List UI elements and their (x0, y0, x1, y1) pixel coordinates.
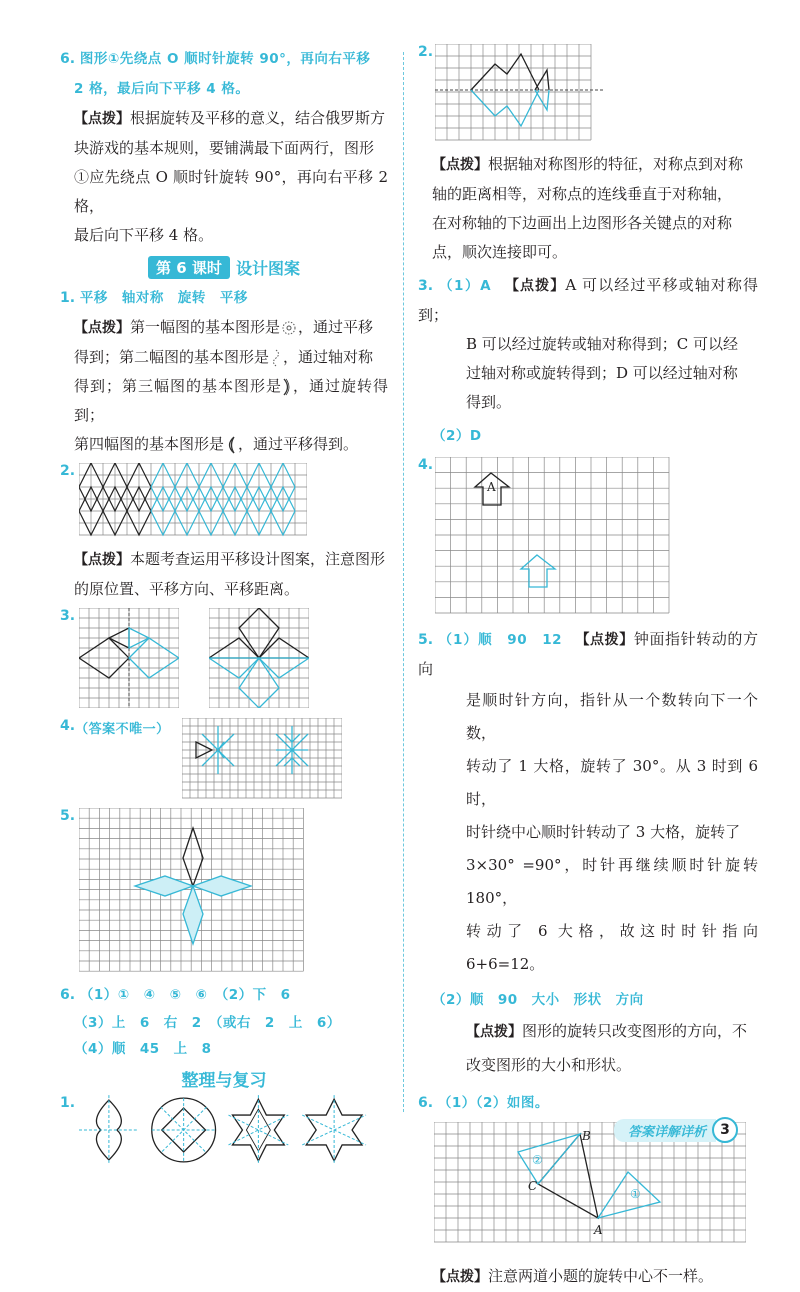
r-q5-tip-5: 3×30° =90°，时针再继续顺时针旋转 180°， (466, 856, 758, 907)
l3-symmetry-grid-1 (79, 608, 179, 708)
r-q6-answer: （1）（2）如图。 (437, 1095, 549, 1111)
r-q2-symmetry-grid (435, 44, 603, 144)
r-q4-block (418, 457, 758, 615)
l1-tip-2: 得到；第二幅图的基本图形是 (74, 348, 270, 366)
r-q5-answer2: （2）顺 90 大小 形状 方向 (432, 992, 644, 1008)
l2-tip-label: 【点拨】 (74, 552, 130, 568)
page-number: 3 (712, 1117, 738, 1143)
l4-block (60, 718, 388, 804)
r-q6-tip-1: 注意两道小题的旋转中心不一样。 (488, 1267, 714, 1285)
r-q6-label-c: C (528, 1179, 538, 1193)
l1-tip-1b: ，通过平移 (298, 318, 374, 336)
l6-block (60, 980, 388, 1062)
l2-tip-1: 本题考查运用平移设计图案，注意图形 (130, 550, 386, 568)
column-divider (403, 52, 404, 1112)
r-q6-label-a: A (594, 1223, 603, 1237)
r-q4-translation-grid (435, 457, 671, 615)
r-q6-label-b: B (582, 1129, 591, 1143)
l1-block (60, 283, 388, 459)
r-q4-label-a: A (487, 480, 496, 494)
l1-answer: 平移 轴对称 旋转 平移 (79, 290, 248, 306)
r-q6-label-1: ① (630, 1187, 641, 1201)
l3-block (60, 608, 388, 708)
r-q2-tip-2: 轴的距离相等，对称点的连线垂直于对称轴， (432, 185, 733, 203)
r-q5b-tip-2: 改变图形的大小和形状。 (466, 1056, 632, 1074)
q6-tip-label: 【点拨】 (74, 111, 130, 127)
r-q2-tip-label: 【点拨】 (432, 157, 488, 173)
r-q3-tip-2: B 可以经过旋转或轴对称得到；C 可以经 (466, 335, 739, 353)
r1-symmetry-figures (79, 1095, 388, 1165)
l3-number: 3. (60, 608, 76, 624)
r-q2-tip-4: 点，顺次连接即可。 (432, 243, 568, 261)
r-q3-tip-4: 得到。 (466, 393, 512, 411)
r-q6-label-2: ② (532, 1153, 543, 1167)
l1-number: 1. (60, 290, 76, 306)
l1-tip-2b: ，通过轴对称 (283, 348, 374, 366)
r-q2-tip-1: 根据轴对称图形的特征，对称点到对称 (488, 155, 744, 173)
l5-number: 5. (60, 808, 76, 824)
l4-note: （答案不唯一） (75, 722, 170, 737)
r1-number: 1. (60, 1095, 76, 1111)
lesson-title (60, 256, 388, 279)
flower-shape-icon (280, 319, 298, 337)
footer-brand-text: 答案详解详析 (614, 1119, 716, 1142)
r1-figure-1 (79, 1095, 139, 1165)
left-column (60, 44, 388, 1165)
q6-answer-line2: 2 格，最后向下平移 4 格。 (74, 81, 250, 97)
r-q5-tip-2: 是顺时针方向，指针从一个数转向下一个数， (466, 691, 758, 742)
r-q2-block (418, 44, 758, 267)
r-q3-block (418, 271, 758, 451)
l1-tip-3b: ，通过旋转得到； (74, 377, 388, 424)
l4-rotation-grid-figure (182, 718, 342, 804)
footer-brand (614, 1117, 738, 1143)
l2-tip-2: 的原位置、平移方向、平移距离。 (74, 580, 300, 598)
r-q6-tip-label: 【点拨】 (432, 1269, 488, 1285)
q6-number: 6. (60, 51, 76, 67)
r1-block (60, 1095, 388, 1165)
r-q5-number: 5. (418, 632, 434, 648)
l6-line2: （3）上 6 右 2 （或右 2 上 6） (74, 1015, 341, 1031)
crescent-shape-icon (224, 435, 238, 455)
l3-symmetry-grid-2 (209, 608, 309, 708)
lesson-badge: 第 6 课时 (148, 256, 230, 279)
q6-tip-4: 最后向下平移 4 格。 (74, 226, 214, 244)
lesson-name: 设计图案 (235, 259, 300, 278)
r-q3-tip-1: A 可以经过平移或轴对称得到； (418, 276, 759, 324)
q6-answer-line1: 图形①先绕点 O 顺时针旋转 90°，再向右平移 (79, 51, 371, 67)
r-q5-answer1: （1）顺 90 12 (438, 632, 563, 648)
l1-tip-1: 第一幅图的基本图形是 (130, 318, 281, 336)
right-column (418, 44, 758, 1292)
r-q5-tip-1: 钟面指针转动的方向 (418, 630, 759, 678)
r-q3-tip-3: 过轴对称或旋转得到；D 可以经过轴对称 (466, 364, 738, 382)
r-q3-answer2: （2）D (432, 428, 482, 444)
r-q5-tip-3: 转动了 1 大格，旋转了 30°。从 3 时到 6 时， (466, 757, 758, 808)
r1-figure-4 (302, 1095, 366, 1165)
l1-tip-4b: ，通过平移得到。 (238, 435, 359, 453)
r1-figure-2 (152, 1098, 216, 1162)
l6-number: 6. (60, 987, 76, 1003)
q6-tip-2: 块游戏的基本规则，要铺满最下面两行，图形 (74, 139, 375, 157)
r-q5-tip-6: 转动了 6 大格，故这时时针指向 6+6=12。 (466, 922, 758, 973)
l2-number: 2. (60, 463, 76, 479)
review-title (60, 1066, 388, 1091)
q6-tip-3: ①应先绕点 O 顺时针旋转 90°，再向右平移 2 格， (74, 168, 388, 215)
l6-line3: （4）顺 45 上 8 (74, 1041, 212, 1057)
l6-line1: （1）① ④ ⑤ ⑥ （2）下 6 (79, 987, 291, 1003)
r-q2-tip-3: 在对称轴的下边画出上边图形各关键点的对称 (432, 214, 733, 232)
r-q5-tip-label: 【点拨】 (575, 632, 634, 648)
r-q5b-tip-1: 图形的旋转只改变图形的方向，不 (522, 1022, 748, 1040)
l1-tip-4: 第四幅图的基本图形是 (74, 435, 225, 453)
l1-tip-3: 得到；第三幅图的基本图形是 (74, 377, 282, 395)
r-q3-number: 3. (418, 278, 434, 294)
r-q4-number: 4. (418, 457, 434, 473)
l5-block (60, 808, 388, 978)
q6-tip-1: 根据旋转及平移的意义，结合俄罗斯方 (130, 109, 386, 127)
r-q5-tip-4: 时针绕中心顺时针转动了 3 大格，旋转了 (466, 823, 741, 841)
r-q3-tip-label: 【点拨】 (504, 278, 566, 294)
half-circle-shape-icon (282, 377, 292, 397)
r-q2-number: 2. (418, 44, 434, 60)
r-q3-answer1: （1）A (438, 278, 492, 294)
q6-block (60, 44, 388, 250)
r-q6-number: 6. (418, 1095, 434, 1111)
review-title-text: 整理与复习 (181, 1071, 267, 1091)
r-q5b-tip-label: 【点拨】 (466, 1024, 522, 1040)
l2-block (60, 463, 388, 604)
r-q5-block (418, 625, 758, 1082)
leaf-shape-icon (269, 348, 283, 368)
l4-number: 4. (60, 718, 76, 734)
l2-rhombus-grid-figure (79, 463, 307, 539)
l5-rotation-grid-figure (79, 808, 305, 978)
r1-figure-3 (229, 1095, 289, 1165)
l1-tip-label: 【点拨】 (74, 320, 130, 336)
